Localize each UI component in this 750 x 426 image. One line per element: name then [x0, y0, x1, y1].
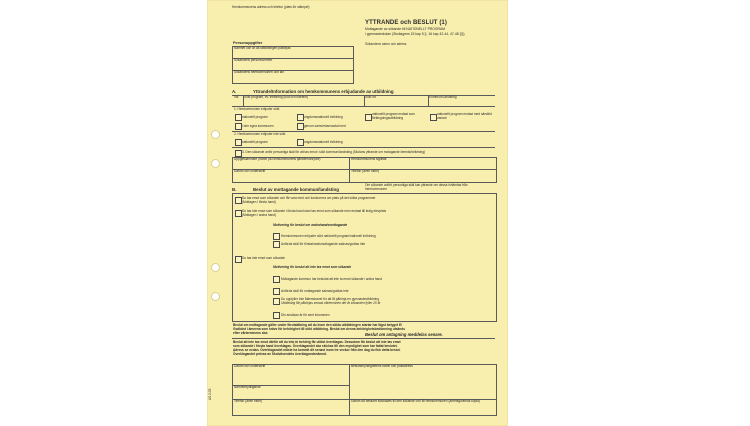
opt-b4: Anförda skäl för mottagande saknas/godtas inte — [281, 289, 349, 293]
sign-field-3[interactable]: Datum och underskrift — [234, 169, 266, 173]
checkbox-b9[interactable] — [273, 312, 280, 319]
opt-1e: i den egna kommunen — [242, 124, 274, 128]
checkbox-b6[interactable] — [273, 276, 280, 283]
checkbox-b2[interactable] — [235, 210, 242, 217]
opt-b3: Mottagande kommun har beslutat att inte ta emot sökande i andra hand — [281, 277, 383, 281]
col-ort: Sökt ort — [365, 95, 376, 99]
appeal-line-4: Beslut att inte tas emot därför att du inte är behörig får utlöst överklagas. Dessutom får beslut att inte tas emot — [233, 340, 401, 344]
checkbox-1b[interactable] — [297, 114, 304, 121]
checkbox-b8[interactable] — [273, 298, 280, 305]
section-a-heading: Yttrande/Information om hemkommunens erbjudande av utbildning — [253, 89, 394, 94]
section-b-note: Om sökande anfört personliga skäl kan yttrande om dessa inhämtas från hemkommunen — [365, 183, 468, 191]
opt-1a: nationellt program — [242, 115, 268, 119]
checkbox-b4[interactable] — [273, 241, 280, 248]
form-title: YTTRANDE och BESLUT (1) — [365, 20, 447, 26]
checkbox-2a[interactable] — [235, 139, 242, 146]
sender-label: Hemkommunens adress och telefon (plats för stämpel) — [232, 5, 310, 9]
form-subtitle-2: i gymnasieskolan (Skollagens 15 kap 5 §, 16 kap 42-44, 47-48 §§) — [365, 32, 465, 36]
checkbox-1e[interactable] — [235, 123, 242, 130]
checkbox-b1[interactable] — [235, 197, 242, 204]
checkbox-b5[interactable] — [235, 256, 242, 263]
personal-field-2[interactable]: Sökandens personnummer — [234, 58, 273, 62]
sig-field-5[interactable]: Datum då beslutet skickades till den sökande och till hemkommunen (arbetsgivarnas kopia) — [351, 399, 480, 403]
form-page — [207, 0, 508, 426]
section-b-letter: B. — [232, 187, 237, 192]
personal-box — [232, 46, 354, 84]
punch-hole — [211, 159, 220, 168]
checkbox-2b[interactable] — [297, 139, 304, 146]
line-b1: Du tas emot som sökande och får vara med och konkurrera om plats på det sökta programmet — [242, 196, 376, 200]
opt-1b: ungdomsnationell inriktning — [304, 115, 343, 119]
checkbox-3[interactable] — [235, 150, 242, 157]
col-program: Sökt program, ev. inriktning (kod och klartext) — [244, 95, 308, 99]
section-b-heading: Beslut av mottagande kommun/landsting — [253, 187, 339, 192]
opt-b1: Hemkommunen erbjuder sökt nationellt program/nationell inriktning — [281, 234, 376, 238]
opt-2a: nationellt program — [242, 140, 268, 144]
opt-1f: genom samverkansavtal med — [304, 124, 346, 128]
appeal-line-2: Godkänt i ämnena som krävs för behörighet till sökt utbildning. Beslut om denna behörighetsbedömning utsänds — [233, 327, 405, 331]
row-1-label: 1. Hemkommunen erbjuder sökt — [234, 107, 280, 111]
checkbox-b7[interactable] — [273, 288, 280, 295]
opt-b2: Anförda skäl för förstahandsmottagande saknas/godtas inte — [281, 242, 366, 246]
sig-field-3[interactable]: Namnförtydligande — [234, 385, 261, 389]
motivation-1: Motivering för beslut om andrahandsmottagande — [273, 223, 348, 227]
checkbox-1c[interactable] — [365, 114, 372, 121]
form-code: AS 2.05 — [208, 388, 212, 400]
opt-2b: ungdomsnationell inriktning — [304, 140, 343, 144]
checkbox-1d[interactable] — [430, 114, 437, 121]
appeal-line-5: som sökande i första hand överklagas. Överklagandet ska skickas till den myndighet som har fattat beslutet. — [233, 344, 398, 348]
motivation-2: Motivering för beslut att inte tas emot som sökande — [273, 265, 352, 269]
line-b2: Du tas inte emot som sökande i första hand utan tas emot som sökande men endast till ledig elevplats — [242, 209, 387, 213]
checkbox-1a[interactable] — [235, 114, 242, 121]
opt-b5: Du uppfyller inte ålderskravet för att få påbörja en gymnasieutbildning — [281, 297, 379, 301]
appeal-line-1: Beslut om mottagande gäller under förutsättning att du inom den sökta utbildningen startar har lägst betyget E/ — [233, 323, 402, 327]
line-b3: Du tas inte emot som sökande — [242, 256, 286, 260]
punch-hole — [211, 130, 220, 139]
col-kommun: Kommun/Landsting — [429, 95, 457, 99]
appeal-line-6: Adress se nedan. Överklagandet måste ha kommit dit senast inom tre veckor från den dag du fick detta beslut. — [233, 348, 401, 352]
checkbox-b3[interactable] — [273, 233, 280, 240]
punch-hole — [211, 292, 220, 301]
row-3-label: 3. Den sökande anför personliga skäl för att tas emot i sökt kommun/landsting (Skolans yttrande om motagande bereds/inriktning) — [242, 150, 426, 154]
col-val: Val — [234, 95, 239, 99]
punch-hole — [211, 263, 220, 272]
personal-field-3[interactable]: Sökandens hemkommunen och län — [234, 70, 284, 74]
line-b1b: (Mottagen i första hand) — [242, 200, 276, 204]
sign-field-4[interactable]: Telefon (även riktnr) — [351, 169, 380, 173]
section-a-letter: A. — [232, 89, 237, 94]
sign-field-2[interactable]: Hemkommunens sigillfält — [351, 157, 387, 161]
opt-1d: nationellt program endast med särskild variant — [437, 112, 492, 120]
checkbox-1f[interactable] — [297, 123, 304, 130]
sig-field-1[interactable]: Datum och underskrift — [234, 364, 266, 368]
appeal-emphasis: Beslut om antagning meddelas senare. — [365, 332, 443, 337]
row-2-label: 2. Hemkommunen erbjuder inte sökt — [234, 132, 286, 136]
line-b2b: (Mottagen i andra hand) — [242, 213, 277, 217]
personal-field-1[interactable]: Namnet och år då utbildningen påbörjas — [234, 46, 291, 50]
recipient-label: Sökandens namn och adress — [365, 42, 407, 46]
opt-b5b: Utbildning får påbörjas senast vårterminen det år sökanden fyller 20 år — [281, 301, 381, 305]
appeal-line-7: Överklagandet prövas av Skolväsendets överklagandenämnd. — [233, 352, 327, 356]
opt-b6: Din ansökan är för sent inkommen — [281, 313, 330, 317]
form-subtitle-1: Mottagande av sökande till NATIONELLT PROGRAM — [365, 27, 446, 31]
appeal-line-3: efter vårterminens slut. — [233, 331, 269, 335]
section-b-sign-box — [232, 364, 497, 416]
sign-field-1[interactable]: Uppgiftslämnare (namn på hemkommunens tjänsteman/yrke) — [234, 157, 321, 161]
sig-field-4[interactable]: Telefon (även riktnr) — [234, 399, 263, 403]
sig-field-2[interactable]: Beslutsmyndighetens namn och postadress — [351, 364, 413, 368]
opt-1c: nationellt program endast som förlängningsutbildning — [372, 112, 415, 120]
personal-heading: Personuppgifter — [233, 41, 263, 45]
